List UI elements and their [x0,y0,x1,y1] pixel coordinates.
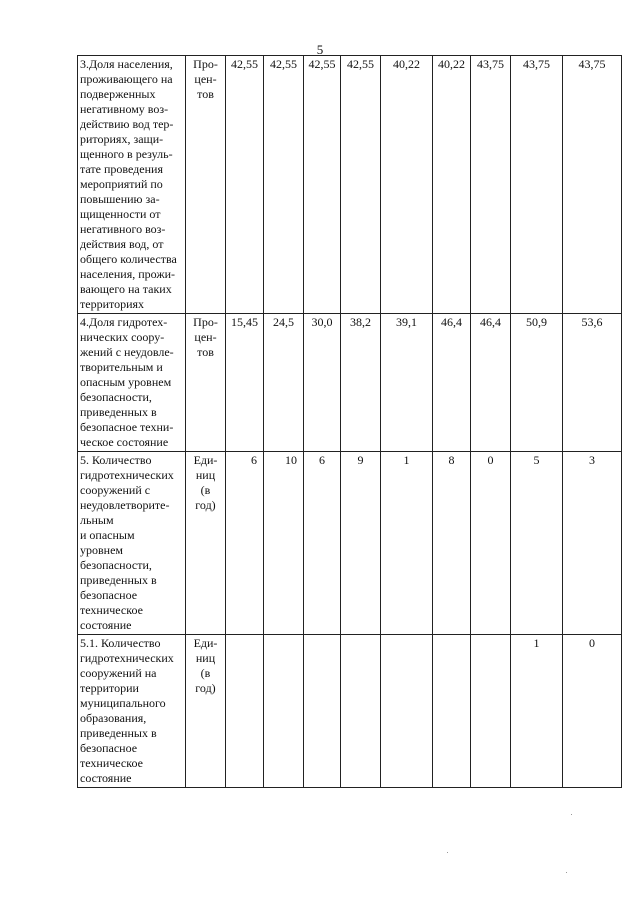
page-number: 5 [316,42,324,57]
value-cell: 50,9 [511,314,563,452]
value-cell: 46,4 [433,314,471,452]
value-cell: 8 [433,452,471,635]
value-cell: 43,75 [471,56,511,314]
unit-cell: Еди- ниц (в год) [186,452,226,635]
value-cell: 0 [563,635,622,788]
value-cell: 43,75 [511,56,563,314]
value-cell: 6 [226,452,264,635]
unit-cell: Про- цен- тов [186,56,226,314]
scan-speck [566,872,567,873]
value-cell: 0 [471,452,511,635]
value-cell: 10 [264,452,304,635]
value-cell: 42,55 [341,56,381,314]
value-cell [471,635,511,788]
value-cell: 38,2 [341,314,381,452]
value-cell: 24,5 [264,314,304,452]
indicator-cell: 3.Доля населения, проживающего на подверженных негативному воз- действию вод тер- риториях, защи- щенного в резуль- тате проведения мероприятий по повышению за- щищенности от негативного воз- действия вод, от общего количества населения, прожи- вающего на таких территориях [78,56,186,314]
indicator-cell: 5.1. Количество гидротехнических сооружений на территории муниципального образования, приведенных в безопасное техническое состояние [78,635,186,788]
value-cell: 1 [511,635,563,788]
table-row [78,56,622,314]
value-cell [381,635,433,788]
value-cell: 39,1 [381,314,433,452]
value-cell: 42,55 [226,56,264,314]
unit-cell: Еди- ниц (в год) [186,635,226,788]
value-cell: 3 [563,452,622,635]
value-cell: 5 [511,452,563,635]
value-cell: 40,22 [381,56,433,314]
unit-cell: Про- цен- тов [186,314,226,452]
table-row [78,452,622,635]
scan-speck [571,814,572,815]
value-cell: 46,4 [471,314,511,452]
value-cell [433,635,471,788]
indicators-table [77,55,622,788]
table-row [78,635,622,788]
value-cell: 15,45 [226,314,264,452]
indicator-cell: 4.Доля гидротех- нических соору- жений с неудовле- творительным и опасным уровнем безопасности, приведенных в безопасное техни- ческое состояние [78,314,186,452]
value-cell: 43,75 [563,56,622,314]
value-cell: 9 [341,452,381,635]
value-cell: 53,6 [563,314,622,452]
value-cell: 30,0 [304,314,341,452]
value-cell: 40,22 [433,56,471,314]
scan-speck [447,852,448,853]
indicator-cell: 5. Количество гидротехнических сооружений с неудовлетворите- льным и опасным уровнем безопасности, приведенных в безопасное техническое состояние [78,452,186,635]
value-cell [264,635,304,788]
table-row [78,314,622,452]
value-cell [304,635,341,788]
value-cell [341,635,381,788]
value-cell: 42,55 [264,56,304,314]
value-cell: 6 [304,452,341,635]
value-cell [226,635,264,788]
value-cell: 1 [381,452,433,635]
value-cell: 42,55 [304,56,341,314]
